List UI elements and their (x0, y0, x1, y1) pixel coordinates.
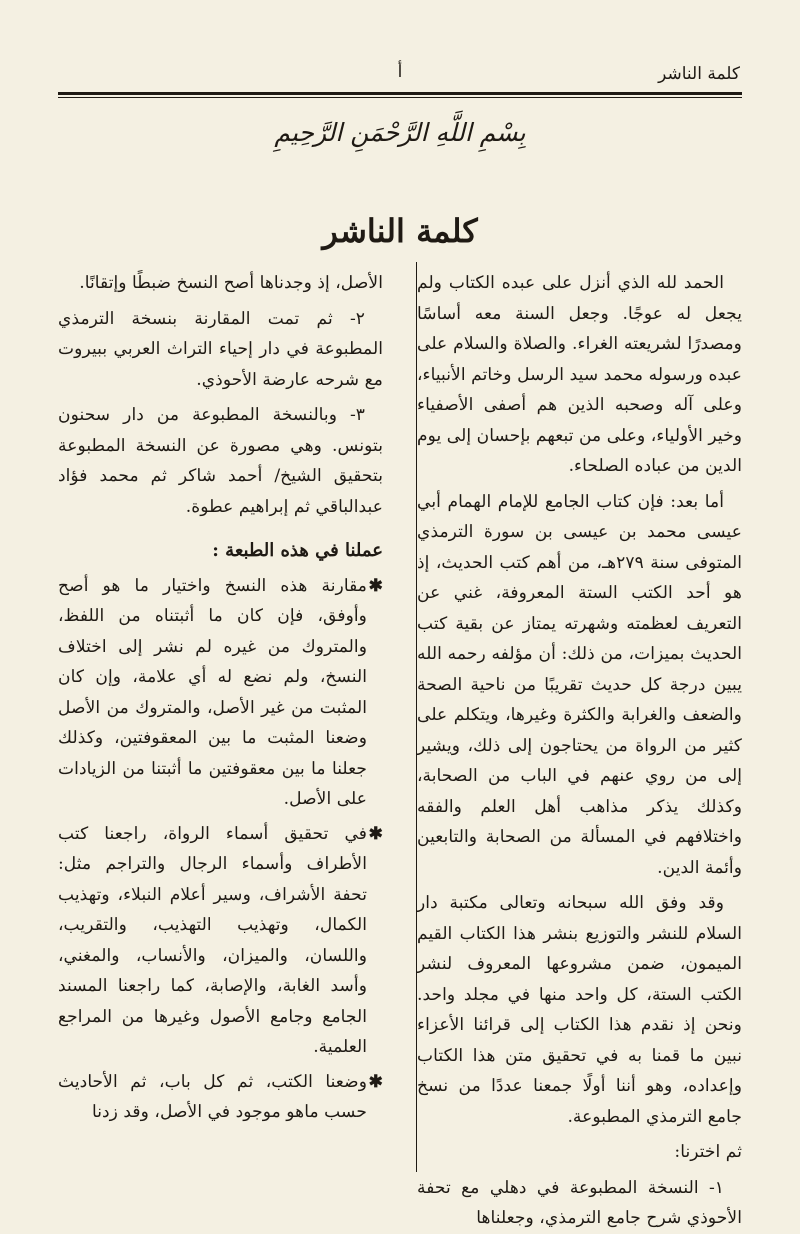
left-column (58, 268, 383, 1178)
paragraph: ٢- ثم تمت المقارنة بنسخة الترمذي المطبوعة في دار إحياء التراث العربي ببيروت مع شرحه عارضة الأحوذي. (58, 308, 383, 390)
asterisk-bullet-icon: ✱ (368, 823, 383, 844)
paragraph: ثم اخترنا: (674, 1142, 742, 1162)
list-item-text: مقارنة هذه النسخ واختيار ما هو أصح وأوفق، فإن كان ما أثبتناه من اللفظ، والمتروك من غيره لم نشر إلى اختلاف النسخ، ولم نضع له أي علامة، وإن كان المثبت من غير الأصل، والمتروك من الأصل وضعنا المثبت ما بين المعقوفتين، وكذلك جعلنا ما بين معقوفتين ما أثبتنا من الزيادات على الأصل. (58, 575, 367, 809)
paragraph: الحمد لله الذي أنزل على عبده الكتاب ولم يجعل له عوجًا. وجعل السنة معه أساسًا ومصدرًا لشريعته الغراء. والصلاة والسلام على عبده ورسوله محمد سيد الرسل وخاتم الأنبياء، وعلى آله وصحبه الذين هم أصفى الأصفياء وخير الأولياء، وعلى من تبعهم بإحسان إلى يوم الدين من عباده الصلحاء. (417, 273, 742, 476)
paragraph: ٣- وبالنسخة المطبوعة من دار سحنون بتونس. وهي مصورة عن النسخة المطبوعة بتحقيق الشيخ/ أحمد شاكر ثم محمد فؤاد عبدالباقي ثم إبراهيم عطوة. (58, 405, 383, 517)
paragraph: أما بعد: فإن كتاب الجامع للإمام الهمام أبي عيسى محمد بن عيسى بن سورة الترمذي المتوفى سنة ٢٧٩هـ، من أهم كتب الحديث، إذ هو أحد الكتب الستة المعروفة، غني عن التعريف لعظمته وشهرته يمتاز عن بقية كتب الحديث بميزات، من ذلك: أن مؤلفه رحمه الله يبين درجة كل حديث تقريبًا من ناحية الصحة والضعف والغرابة والكثرة وغيرها، ويتكلم على كثير من الرواة من يحتاجون إلى ذلك، ويشير إلى من روي عنهم في الباب من الصحابة، وكذلك يذكر مذاهب أهل العلم والفقه واختلافهم في المسألة من الصحابة والتابعين وأئمة الدين. (417, 491, 742, 878)
asterisk-bullet-icon: ✱ (368, 575, 383, 596)
paragraph: ١- النسخة المطبوعة في دهلي مع تحفة الأحوذي شرح جامع الترمذي، وجعلناها (417, 1177, 742, 1228)
header-rule-thin (58, 97, 742, 98)
header-rule-thick (58, 92, 742, 95)
section-heading: عملنا في هذه الطبعة : (212, 540, 383, 561)
paragraph: وقد وفق الله سبحانه وتعالى مكتبة دار السلام للنشر والتوزيع بنشر هذا الكتاب القيم الميمون، ضمن مشروعها المعروف لنشر الكتب الستة، كل واحد منها في مجلد واحد. ونحن إذ نقدم هذا الكتاب إلى قرائنا الأعزاء نبين ما قمنا به في تحقيق متن هذا الكتاب وإعداده، وهو أننا أولًا جمعنا عددًا من نسخ جامع الترمذي المطبوعة. (417, 893, 742, 1127)
running-title: كلمة الناشر (658, 64, 740, 84)
page-title: كلمة الناشر (322, 212, 478, 250)
running-header (60, 56, 740, 84)
bullet-list (58, 571, 383, 1128)
page-number: أ (397, 62, 403, 82)
list-item (58, 1067, 383, 1128)
asterisk-bullet-icon: ✱ (368, 1071, 383, 1092)
right-column (417, 268, 742, 1228)
basmala: بِسْمِ اللَّهِ الرَّحْمَنِ الرَّحِيمِ (274, 118, 526, 147)
list-item (58, 819, 383, 1063)
list-item-text: في تحقيق أسماء الرواة، راجعنا كتب الأطراف وأسماء الرجال والتراجم مثل: تحفة الأشراف، وسير أعلام النبلاء، وتهذيب الكمال، وتهذيب التهذيب، والتقريب، واللسان، والميزان، والأنساب، والمغني، وأسد الغابة، والإصابة، كما راجعنا المسند الجامع وجامع الأصول وغيرها من المراجع العلمية. (58, 823, 367, 1057)
list-item-text: وضعنا الكتب، ثم كل باب، ثم الأحاديث حسب ماهو موجود في الأصل، وقد زدنا (58, 1071, 367, 1122)
list-item (58, 571, 383, 815)
paragraph: الأصل، إذ وجدناها أصح النسخ ضبطًا وإتقانًا. (79, 273, 383, 293)
